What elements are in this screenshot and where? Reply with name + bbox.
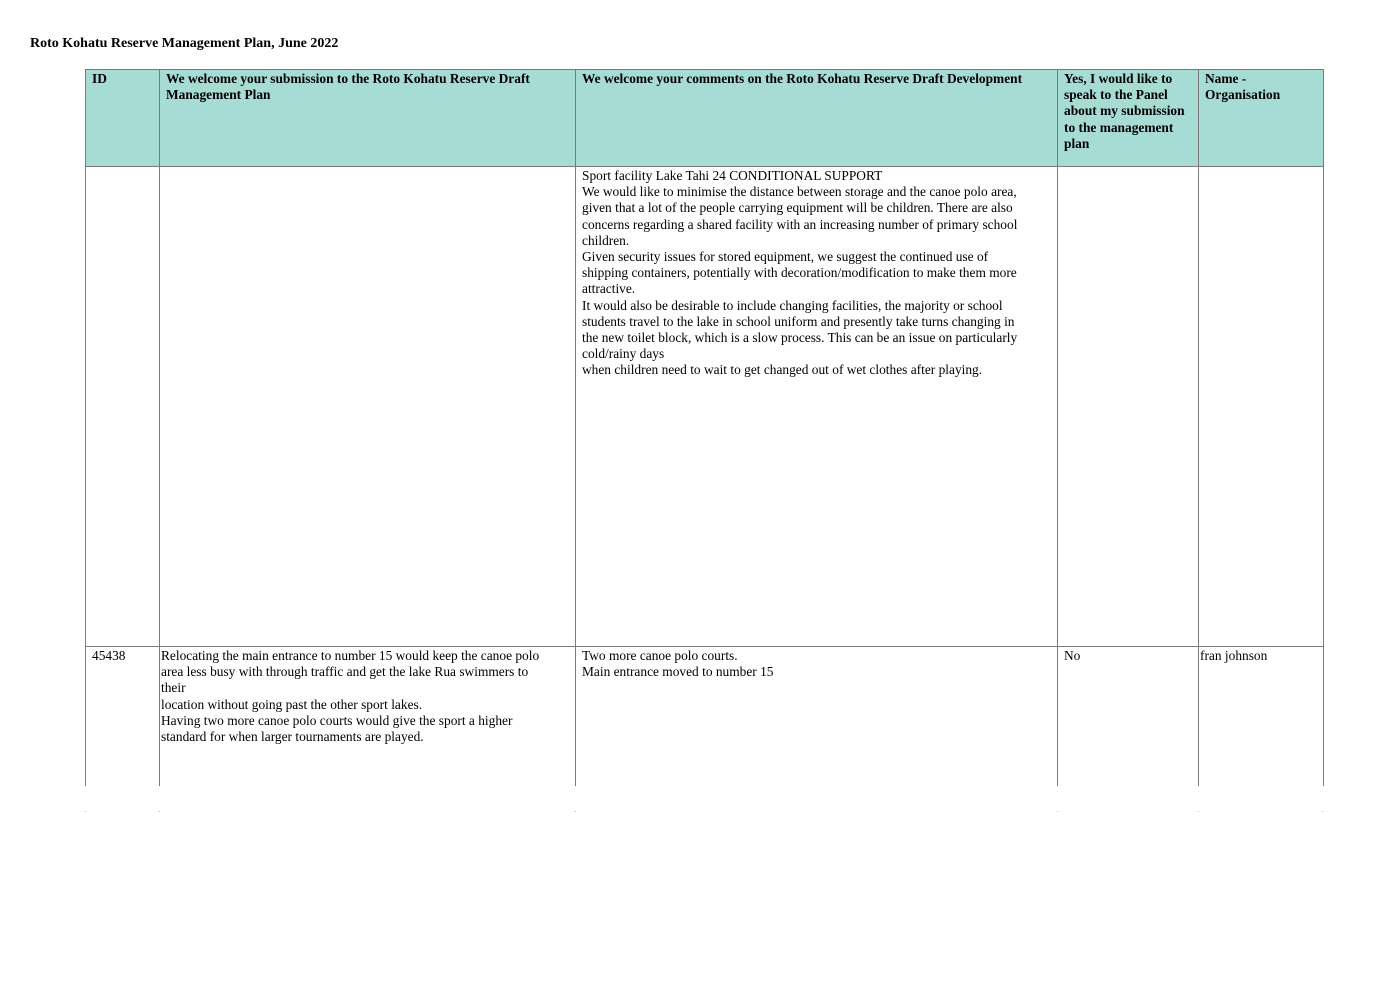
comment-line: Given security issues for stored equipment, we suggest the continued use of	[582, 249, 989, 265]
submissions-table-wrapper	[85, 69, 1323, 786]
page-break-dot	[159, 811, 160, 812]
cell-name-organisation: fran johnson	[1199, 647, 1324, 787]
comment-line: Main entrance moved to number 15	[582, 664, 774, 680]
table-row	[86, 647, 1324, 787]
page-break-dot	[1198, 811, 1199, 812]
comment-line: cold/rainy days	[582, 346, 665, 362]
comment-line: We would like to minimise the distance between storage and the canoe polo area,	[582, 184, 1017, 200]
cell-submission	[160, 647, 576, 787]
comment-line: students travel to the lake in school uniform and presently take turns changing in	[582, 313, 1015, 329]
cell-comments	[576, 167, 1058, 647]
comment-line: given that a lot of the people carrying equipment will be children. There are also	[582, 200, 1013, 216]
comment-line: when children need to wait to get changed out of wet clothes after playing.	[582, 362, 983, 378]
comment-line: attractive.	[582, 281, 636, 297]
comment-line: Sport facility Lake Tahi 24 CONDITIONAL SUPPORT	[582, 168, 883, 183]
submission-line: location without going past the other sport lakes.	[161, 696, 423, 712]
comment-line: shipping containers, potentially with decoration/modification to make them more	[582, 265, 1017, 281]
submission-line: Having two more canoe polo courts would give the sport a higher	[161, 712, 513, 728]
header-speak: Yes, I would like to speak to the Panel about my submission to the management plan	[1058, 70, 1199, 167]
cell-id	[86, 167, 160, 647]
cell-id: 45438	[86, 647, 160, 787]
submission-line: Relocating the main entrance to number 15 would keep the canoe polo	[161, 648, 540, 663]
comment-line: It would also be desirable to include changing facilities, the majority or school	[582, 297, 1003, 313]
cell-comments	[576, 647, 1058, 787]
page-break-dot	[575, 811, 576, 812]
comment-line: children.	[582, 232, 630, 248]
table-row	[86, 167, 1324, 647]
submission-line: area less busy with through traffic and get the lake Rua swimmers to	[161, 664, 529, 680]
page-break-dot	[1057, 811, 1058, 812]
cell-submission	[160, 167, 576, 647]
header-comments: We welcome your comments on the Roto Kohatu Reserve Draft Development	[576, 70, 1058, 167]
comment-line: Two more canoe polo courts.	[582, 648, 738, 663]
submissions-table	[85, 69, 1324, 786]
header-name-organisation: Name - Organisation	[1199, 70, 1324, 167]
comment-line: concerns regarding a shared facility with an increasing number of primary school	[582, 216, 1018, 232]
cell-speak: No	[1058, 647, 1199, 787]
header-row	[86, 70, 1324, 167]
document-title: Roto Kohatu Reserve Management Plan, June 2022	[30, 36, 339, 51]
comment-line: the new toilet block, which is a slow process. This can be an issue on particularly	[582, 330, 1018, 346]
page-break-dot	[85, 811, 86, 812]
submission-line: their	[161, 680, 186, 696]
cell-name-organisation	[1199, 167, 1324, 647]
page-break-dot	[1322, 811, 1323, 812]
page-break-marks	[0, 811, 1397, 813]
submission-line: standard for when larger tournaments are played.	[161, 729, 424, 745]
header-id: ID	[86, 70, 160, 167]
header-submission: We welcome your submission to the Roto Kohatu Reserve Draft Management Plan	[160, 70, 576, 167]
cell-speak	[1058, 167, 1199, 647]
